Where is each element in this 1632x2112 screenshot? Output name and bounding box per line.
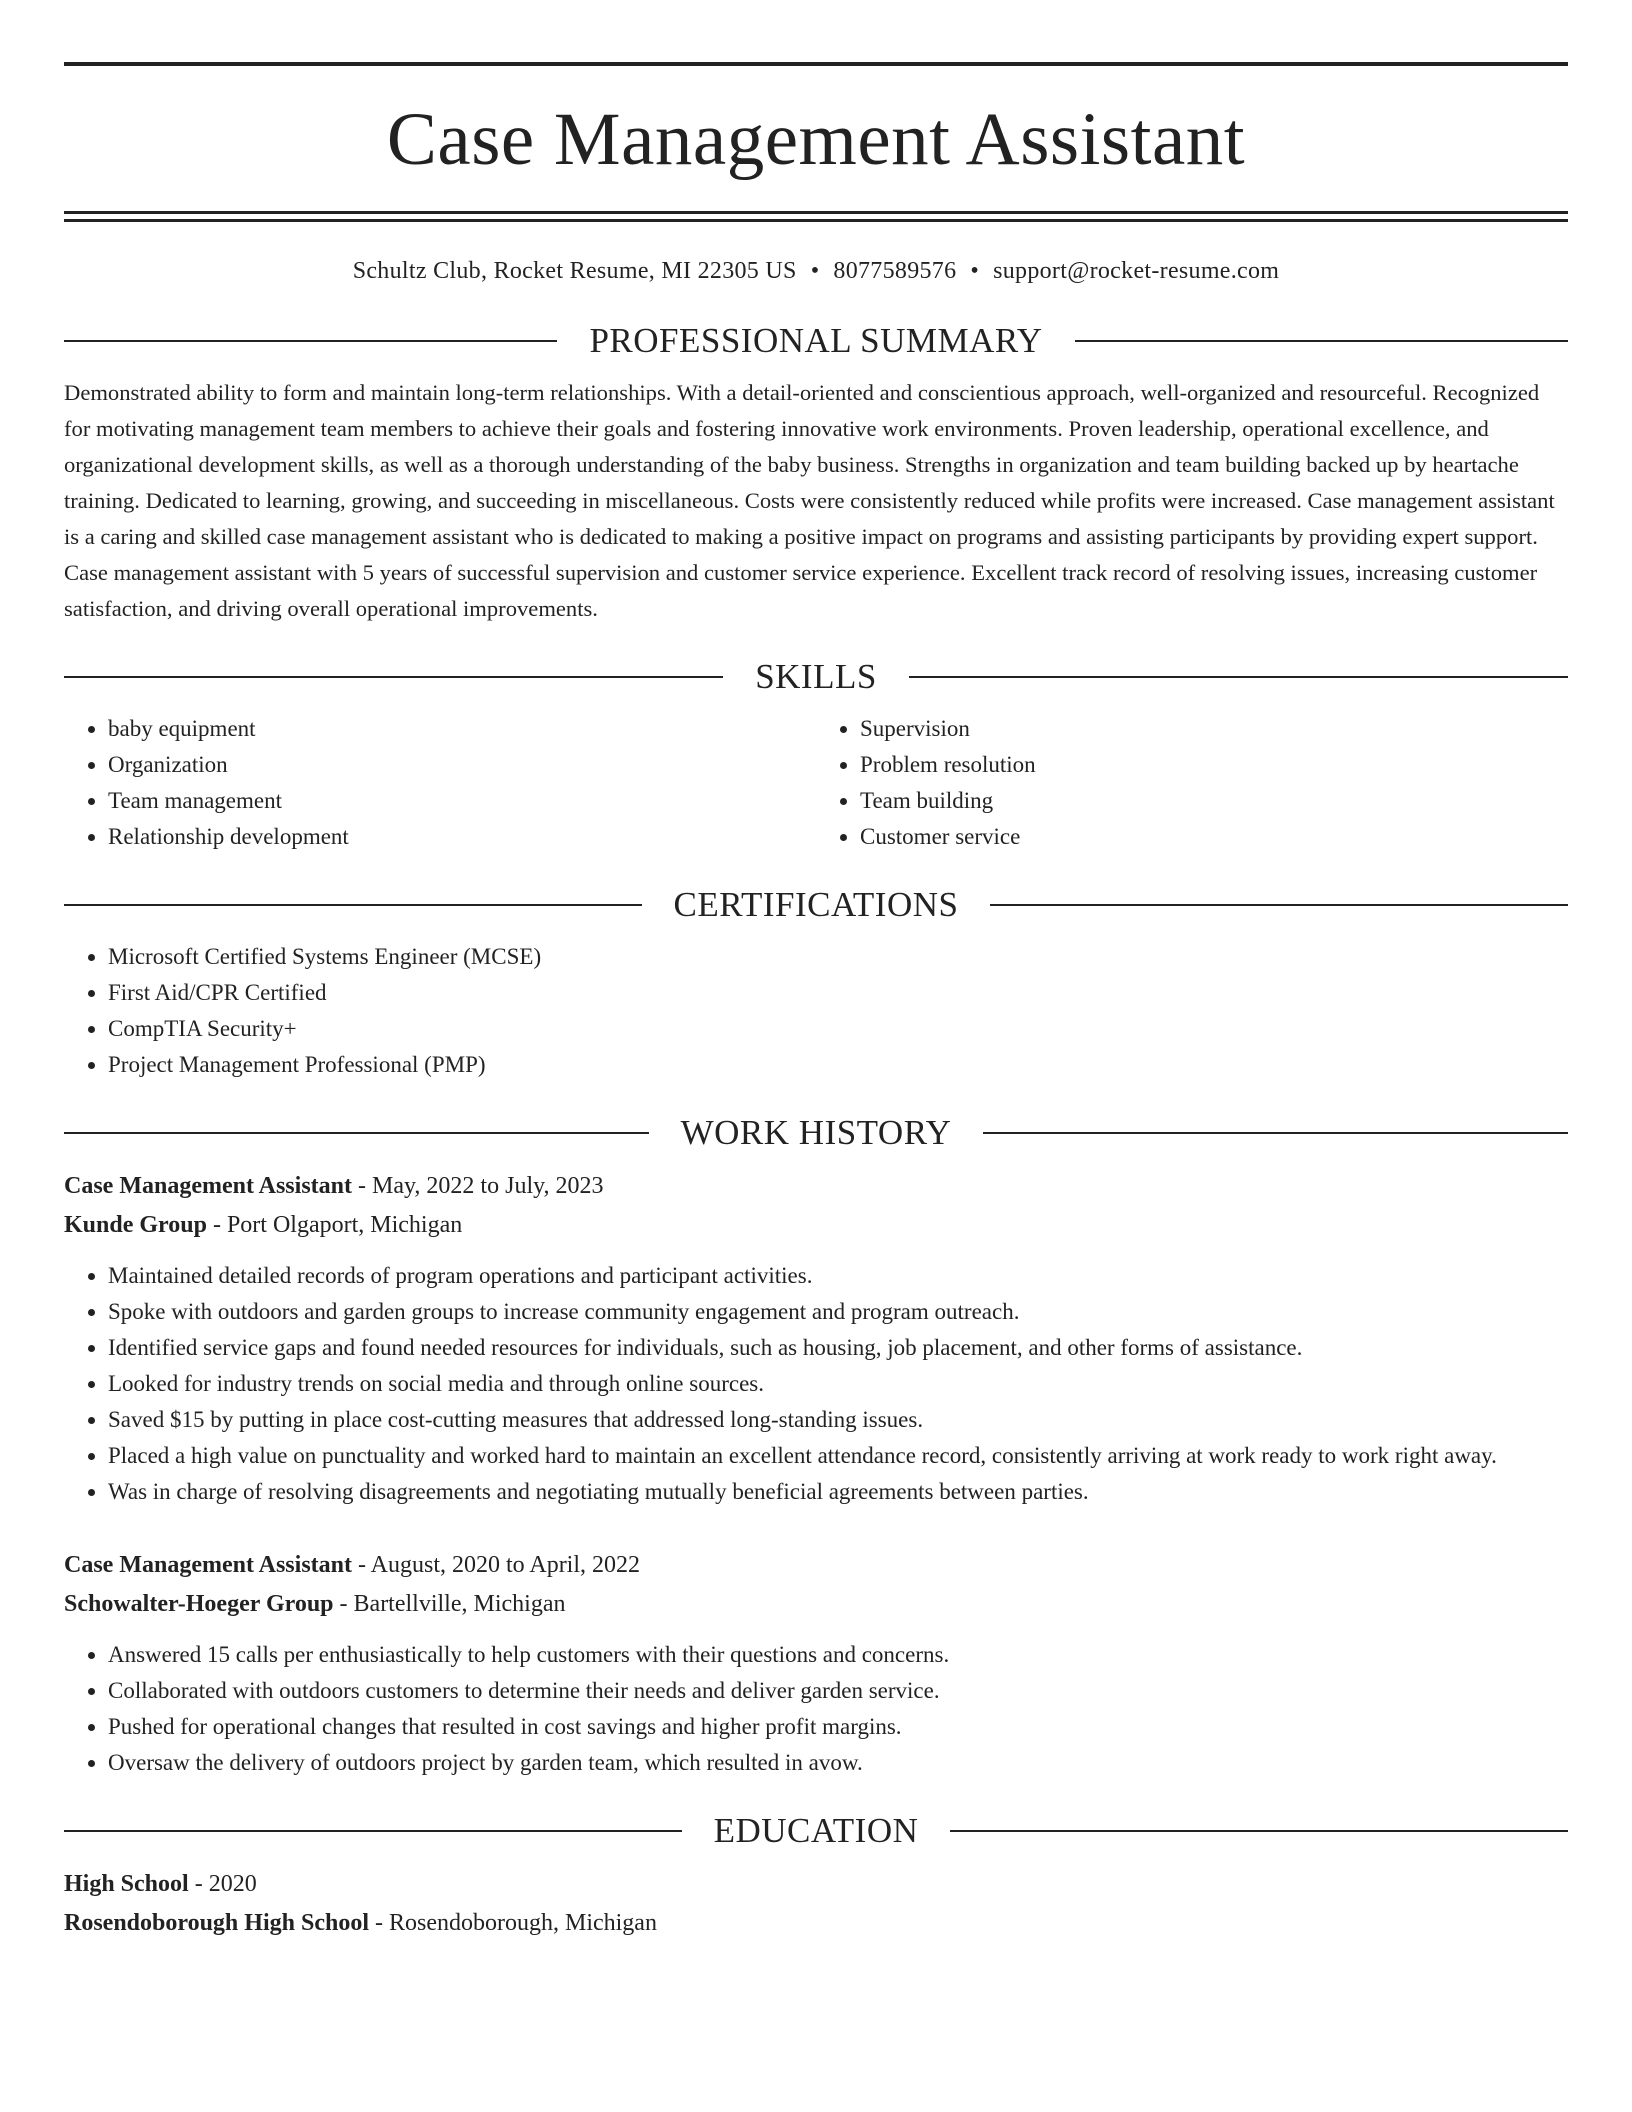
job-bullets: [64, 1637, 1568, 1781]
job-title: Case Management Assistant: [64, 1552, 352, 1578]
contact-line: [64, 258, 1568, 285]
contact-email[interactable]: support@rocket-resume.com: [993, 258, 1280, 284]
resume-page: [64, 0, 1568, 1943]
divider-line: [983, 1132, 1568, 1134]
job-bullet: • Answered 15 calls per enthusiastically to help customers with their questions and concerns.: [108, 1637, 1568, 1673]
contact-separator: •: [970, 258, 980, 284]
job-dates: May, 2022 to July, 2023: [372, 1173, 604, 1199]
job-bullet: • Looked for industry trends on social media and through online sources.: [108, 1366, 1568, 1402]
job-bullet: • Saved $15 by putting in place cost-cutting measures that addressed long-standing issues.: [108, 1402, 1568, 1438]
certification-item: • First Aid/CPR Certified: [108, 975, 1568, 1011]
skills-grid: [64, 711, 1568, 855]
education-degree-line: High School - 2020: [64, 1871, 257, 1897]
skill-item: • Team building: [860, 783, 1568, 819]
divider-line: [909, 676, 1568, 678]
job-company-line: Kunde Group - Port Olgaport, Michigan: [64, 1212, 463, 1238]
summary-text: Demonstrated ability to form and maintain long-term relationships. With a detail-oriented and conscientious approach, well-organized and resourceful. Recognized for motivating management team members to achieve their goals and fostering innovative work environments. Proven leadership, operational excellence, and organizational development skills, as well as a thorough understanding of the baby business. Strengths in organization and team building backed up by heartache training. Dedicated to learning, growing, and succeeding in miscellaneous. Costs were consistently reduced while profits were increased. Case management assistant is a caring and skilled case management assistant who is dedicated to making a positive impact on programs and assisting participants by providing expert support. Case management assistant with 5 years of successful supervision and customer service experience. Excellent track record of resolving issues, increasing customer satisfaction, and driving overall operational improvements.: [64, 380, 1555, 621]
skill-item: • Relationship development: [108, 819, 816, 855]
skill-item: • Customer service: [860, 819, 1568, 855]
top-rule: [64, 62, 1568, 66]
title-double-rule: [64, 211, 1568, 222]
job-bullet: • Was in charge of resolving disagreements and negotiating mutually beneficial agreements between parties.: [108, 1474, 1568, 1510]
section-title: SKILLS: [755, 657, 877, 696]
job-bullet: • Placed a high value on punctuality and worked hard to maintain an excellent attendance record, consistently arriving at work ready to work right away.: [108, 1438, 1568, 1474]
job-bullet: • Pushed for operational changes that resulted in cost savings and higher profit margins.: [108, 1709, 1568, 1745]
contact-address: Schultz Club, Rocket Resume, MI 22305 US: [352, 258, 797, 284]
education-degree: High School: [64, 1871, 189, 1897]
section-title: CERTIFICATIONS: [673, 885, 959, 924]
job-bullet: • Maintained detailed records of program operations and participant activities.: [108, 1258, 1568, 1294]
skill-item: • Supervision: [860, 711, 1568, 747]
job-bullets: [64, 1258, 1568, 1510]
divider-line: [64, 1132, 649, 1134]
section-title: EDUCATION: [713, 1811, 919, 1850]
section-title: PROFESSIONAL SUMMARY: [589, 321, 1043, 360]
certifications-list: [64, 939, 1568, 1083]
section-header-skills: [64, 657, 1568, 697]
job-bullet: • Spoke with outdoors and garden groups to increase community engagement and program outreach.: [108, 1294, 1568, 1330]
job-entry: [64, 1167, 1568, 1510]
resume-title: Case Management Assistant: [386, 98, 1246, 181]
certification-item: • Project Management Professional (PMP): [108, 1047, 1568, 1083]
education-location: Rosendoborough, Michigan: [388, 1910, 657, 1936]
divider-line: [1075, 340, 1568, 342]
skill-item: • Problem resolution: [860, 747, 1568, 783]
divider-line: [990, 904, 1568, 906]
education-school-line: Rosendoborough High School - Rosendoborough, Michigan: [64, 1910, 657, 1936]
section-title: WORK HISTORY: [680, 1113, 952, 1152]
contact-separator: •: [810, 258, 820, 284]
job-title-line: Case Management Assistant - August, 2020 to April, 2022: [64, 1552, 641, 1578]
job-bullet: • Identified service gaps and found needed resources for individuals, such as housing, job placement, and other forms of assistance.: [108, 1330, 1568, 1366]
job-company: Schowalter-Hoeger Group: [64, 1591, 334, 1617]
skill-item: • Organization: [108, 747, 816, 783]
education-entry: [64, 1865, 1568, 1943]
job-bullet: • Collaborated with outdoors customers to determine their needs and deliver garden service.: [108, 1673, 1568, 1709]
divider-line: [64, 340, 557, 342]
skills-list-right: [816, 711, 1568, 855]
job-company: Kunde Group: [64, 1212, 207, 1238]
contact-phone[interactable]: 8077589576: [833, 258, 957, 284]
skills-list-left: [64, 711, 816, 855]
job-bullet: • Oversaw the delivery of outdoors project by garden team, which resulted in avow.: [108, 1745, 1568, 1781]
education-school: Rosendoborough High School: [64, 1910, 369, 1936]
job-title: Case Management Assistant: [64, 1173, 352, 1199]
job-entry: [64, 1546, 1568, 1781]
divider-line: [64, 676, 723, 678]
divider-line: [64, 904, 642, 906]
section-header-education: [64, 1811, 1568, 1851]
section-header-work-history: [64, 1113, 1568, 1153]
certification-item: • CompTIA Security+: [108, 1011, 1568, 1047]
job-company-line: Schowalter-Hoeger Group - Bartellville, Michigan: [64, 1591, 566, 1617]
skill-item: • Team management: [108, 783, 816, 819]
divider-line: [64, 1830, 682, 1832]
section-header-summary: [64, 321, 1568, 361]
job-title-line: Case Management Assistant - May, 2022 to July, 2023: [64, 1173, 604, 1199]
section-header-certifications: [64, 885, 1568, 925]
job-location: Port Olgaport, Michigan: [226, 1212, 463, 1238]
job-location: Bartellville, Michigan: [353, 1591, 566, 1617]
certification-item: • Microsoft Certified Systems Engineer (MCSE): [108, 939, 1568, 975]
job-dates: August, 2020 to April, 2022: [370, 1552, 641, 1578]
education-year: 2020: [208, 1871, 257, 1897]
divider-line: [950, 1830, 1568, 1832]
skill-item: • baby equipment: [108, 711, 816, 747]
